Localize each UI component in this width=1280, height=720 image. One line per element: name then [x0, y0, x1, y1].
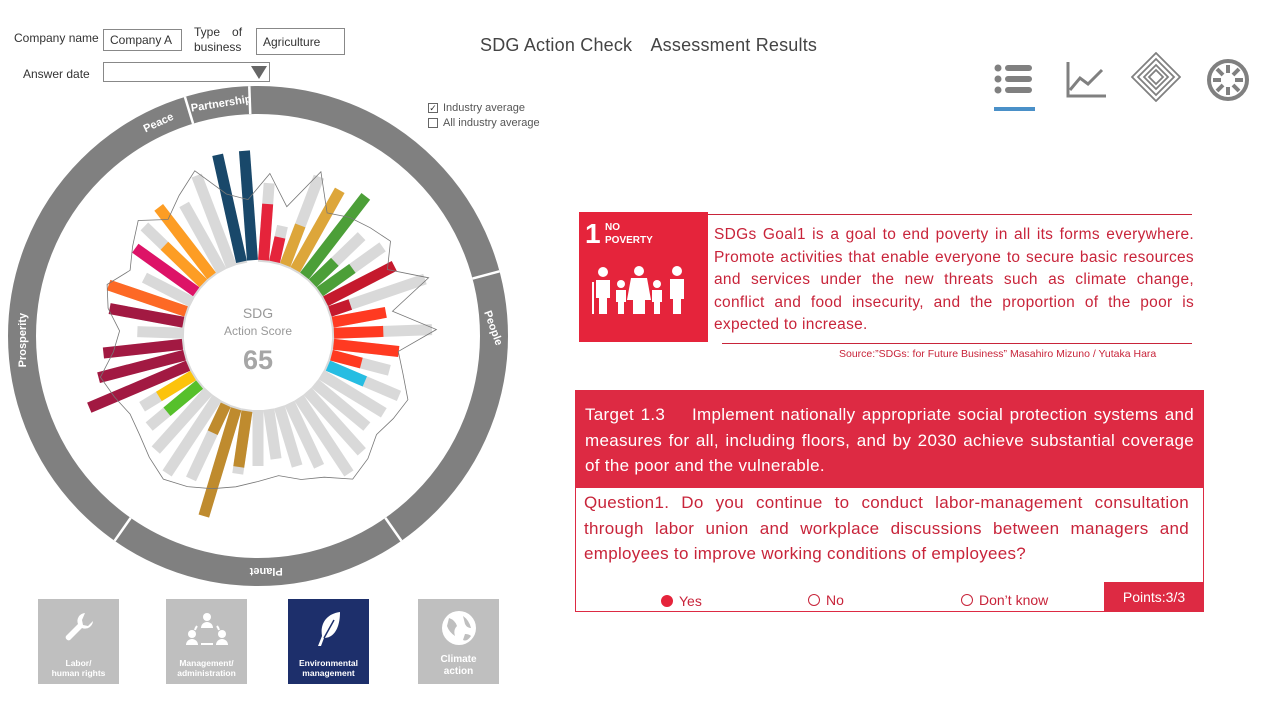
goal-number: 1 — [585, 218, 601, 249]
diamond-icon[interactable] — [1131, 52, 1175, 96]
goal-17-bar[interactable] — [244, 151, 252, 260]
goal-name-line1: NO — [605, 222, 620, 233]
category-label-line2: action — [443, 666, 474, 677]
goal-name — [605, 221, 653, 247]
list-icon[interactable] — [992, 60, 1036, 104]
family-icon — [591, 264, 695, 316]
category-label-line2: administration — [177, 668, 236, 678]
category-label-line2: management — [302, 668, 355, 678]
company-name-label: Company name — [14, 31, 99, 45]
option-label: Yes — [679, 593, 702, 609]
business-type-label — [194, 25, 242, 55]
goal-name-line2: POVERTY — [605, 235, 653, 246]
option-yes[interactable] — [661, 593, 702, 609]
chevron-down-icon[interactable] — [251, 66, 267, 79]
ring-label-peace: Peace — [141, 110, 176, 136]
divider — [708, 214, 1192, 215]
category-label-line1: Environmental — [298, 658, 359, 668]
page-title: SDG Action Check Assessment Results — [480, 35, 818, 55]
score-value: 65 — [242, 345, 274, 375]
score-subtitle: Action Score — [223, 324, 293, 338]
points-badge: Points:3/3 — [1104, 582, 1204, 612]
divider — [722, 343, 1192, 344]
ring-label-partnership: Partnership — [190, 93, 253, 115]
average-bar — [137, 332, 184, 334]
option-label: No — [826, 592, 844, 608]
category-label-line1: Labor/ — [65, 658, 92, 668]
goal-1-tile — [579, 212, 708, 342]
radio-selected-icon[interactable] — [661, 595, 673, 607]
goal-5-bar[interactable] — [332, 355, 362, 363]
source-citation: Source:”SDGs: for Future Business” Masahiro Mizuno / Yutaka Hara — [839, 348, 1157, 360]
ring-label-planet: Planet — [249, 564, 283, 577]
legend-label: All industry average — [443, 117, 540, 129]
answer-date-label: Answer date — [23, 67, 90, 81]
category-management-administration[interactable] — [166, 599, 247, 684]
radial-chart-icon[interactable] — [1206, 58, 1250, 102]
checkbox-checked-icon[interactable]: ✓ — [429, 103, 437, 113]
goal-1-bar[interactable] — [275, 237, 280, 261]
category-labor-human-rights[interactable] — [38, 599, 119, 684]
active-tab-indicator — [994, 107, 1035, 111]
sdg-radial-chart — [0, 80, 520, 590]
goal-1-bar[interactable] — [264, 204, 268, 260]
category-climate-action[interactable] — [418, 599, 499, 684]
people-network-icon — [185, 612, 229, 648]
option-label: Don’t know — [979, 592, 1049, 608]
goal-12-bar[interactable] — [239, 411, 247, 467]
score-title: SDG — [242, 305, 274, 321]
goal-5-bar[interactable] — [333, 312, 386, 322]
legend-label: Industry average — [443, 102, 525, 114]
question-text: Question1. Do you continue to conduct labor-management consultation through labor union and workplace discussions between managers and employees to improve working conditions of employees? — [584, 493, 1189, 563]
goal-4-bar[interactable] — [330, 305, 350, 312]
globe-icon — [439, 608, 479, 648]
wrench-icon — [62, 610, 96, 644]
average-bar — [269, 409, 276, 459]
goal-description: SDGs Goal1 is a goal to end poverty in all its forms everywhere. Promote activities that enable everyone to secure basic resources and services under the new threats such as climate change, conflict and food insecurity, and the proportion of the poor is expected to increase. — [714, 226, 1194, 333]
goal-5-bar[interactable] — [334, 344, 399, 351]
target-box: Target 1.3 Implement nationally appropriate social protection systems and measures for all, including floors, and by 2030 achieve substantial coverage of the poor and the vulnerable. — [575, 390, 1204, 487]
radio-icon[interactable] — [961, 594, 973, 606]
business-type-label-line2: business — [194, 40, 242, 54]
category-label-line2: human rights — [51, 668, 106, 678]
leaf-icon — [314, 610, 344, 648]
radio-icon[interactable] — [808, 594, 820, 606]
category-label-line1: Management/ — [179, 658, 234, 668]
business-type-field[interactable]: Agriculture — [256, 28, 345, 55]
goal-5-bar[interactable] — [334, 331, 383, 333]
ring-label-people: People — [481, 309, 505, 348]
line-chart-icon[interactable] — [1064, 58, 1108, 102]
option-dont-know[interactable] — [961, 592, 1048, 608]
answer-date-select[interactable] — [103, 62, 270, 82]
category-label-line1: Climate — [440, 654, 477, 665]
category-environmental-management[interactable] — [288, 599, 369, 684]
business-type-label-line1: Type of — [194, 25, 243, 39]
company-name-field[interactable]: Company A — [103, 29, 182, 51]
ring-label-prosperity: Prosperity — [17, 312, 30, 368]
option-no[interactable] — [808, 592, 844, 608]
